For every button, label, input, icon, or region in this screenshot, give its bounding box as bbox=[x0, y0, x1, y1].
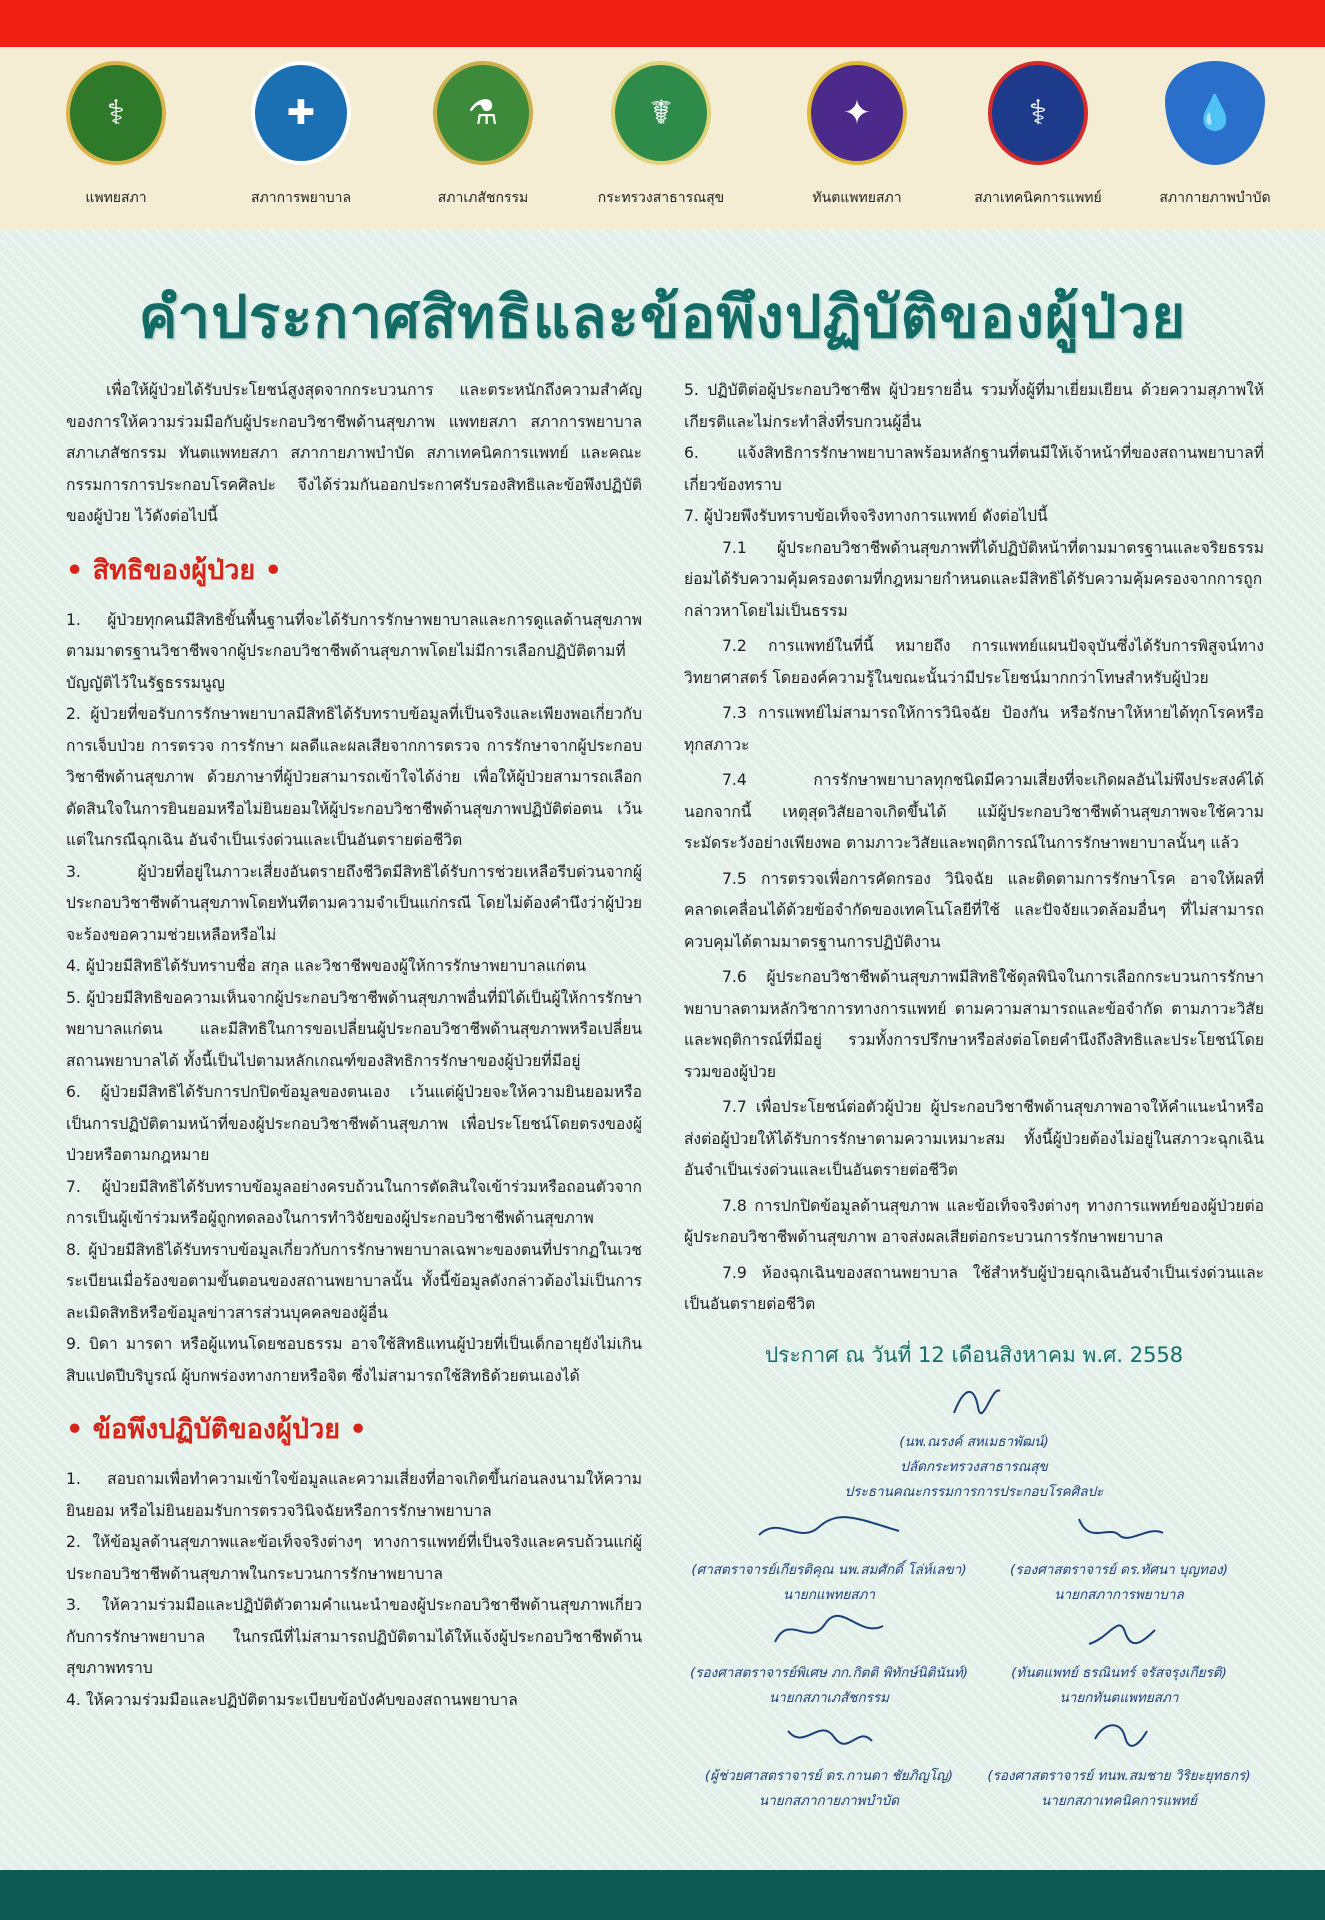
medical-technology-council-emblem-icon: ⚕ bbox=[988, 61, 1088, 165]
left-column bbox=[66, 375, 642, 1716]
logo-medical-council bbox=[41, 61, 191, 209]
signatory-name: (นพ.ณรงค์ สหเมธาพัฒน์) bbox=[899, 1433, 1049, 1450]
list-item: 4. ผู้ป่วยมีสิทธิได้รับทราบชื่อ สกุล และวิชาชีพของผู้ให้การรักษาพยาบาลแก่ตน bbox=[66, 957, 586, 975]
medical-council-emblem-icon: ⚕ bbox=[66, 61, 166, 165]
list-item: 3. ผู้ป่วยที่อยู่ในภาวะเสี่ยงอันตรายถึงชีวิตมีสิทธิได้รับการช่วยเหลือรีบด่วนจากผู้ประกอบวิชาชีพด้านสุขภาพโดยทันทีตามความจำเป็นแก่กรณี โดยไม่ต้องคำนึงว่าผู้ป่วยจะร้องขอความช่วยเหลือหรือไม่ bbox=[66, 862, 642, 944]
logo-caption: สภาเทคนิคการแพทย์ bbox=[974, 190, 1102, 206]
logo-ministry-of-public-health bbox=[586, 61, 736, 209]
list-item: 1. สอบถามเพื่อทำความเข้าใจข้อมูลและความเสี่ยงที่อาจเกิดขึ้นก่อนลงนามให้ความยินยอม หรือไม่ยินยอมรับการตรวจวินิจฉัยหรือการรักษาพยาบาล bbox=[66, 1470, 642, 1520]
logo-dental-council bbox=[782, 61, 932, 209]
signature-icon bbox=[774, 1711, 884, 1755]
list-item: 8. ผู้ป่วยมีสิทธิได้รับทราบข้อมูลเกี่ยวกับการรักษาพยาบาลเฉพาะของตนที่ปรากฏในเวชระเบียนเมื่อร้องขอตามขั้นตอนของสถานพยาบาลนั้น ทั้งนี้ข้อมูลดังกล่าวต้องไม่เป็นการละเมิดสิทธิหรือข้อมูลข่าวสารส่วนบุคคลของผู้อื่น bbox=[66, 1240, 642, 1322]
signatory-role: นายกสภาเทคนิคการแพทย์ bbox=[1041, 1792, 1197, 1809]
rights-heading: • สิทธิของผู้ป่วย • bbox=[66, 554, 282, 586]
signatory-role: นายกสภาการพยาบาล bbox=[1054, 1586, 1184, 1603]
signatory-role: นายกทันตแพทยสภา bbox=[1059, 1689, 1179, 1706]
logo-band bbox=[0, 47, 1325, 230]
dental-council-emblem-icon: ✦ bbox=[807, 61, 907, 165]
logo-nursing-council bbox=[226, 61, 376, 209]
sub-list-item: 7.4 การรักษาพยาบาลทุกชนิดมีความเสี่ยงที่จะเกิดผลอันไม่พึงประสงค์ได้ นอกจากนี้ เหตุสุดวิสัยอาจเกิดขึ้นได้ แม้ผู้ประกอบวิชาชีพด้านสุขภาพจะใช้ความระมัดระวังอย่างเพียงพอ ตามภาวะวิสัยและพฤติการณ์ในการรักษาพยาบาลนั้นๆ แล้ว bbox=[684, 771, 1264, 852]
announcement-date: ประกาศ ณ วันที่ 12 เดือนสิงหาคม พ.ศ. 2558 bbox=[764, 1342, 1184, 1367]
logo-caption: สภากายภาพบำบัด bbox=[1159, 190, 1271, 206]
list-item: 1. ผู้ป่วยทุกคนมีสิทธิขั้นพื้นฐานที่จะได้รับการรักษาพยาบาลและการดูแลด้านสุขภาพตามมาตรฐานวิชาชีพจากผู้ประกอบวิชาชีพด้านสุขภาพโดยไม่มีการเลือกปฏิบัติตามที่บัญญัติไว้ในรัฐธรรมนูญ bbox=[66, 610, 642, 692]
list-item: 2. ผู้ป่วยที่ขอรับการรักษาพยาบาลมีสิทธิได้รับทราบข้อมูลที่เป็นจริงและเพียงพอเกี่ยวกับการเจ็บป่วย การตรวจ การรักษา ผลดีและผลเสียจากการตรวจ การรักษาจากผู้ประกอบวิชาชีพด้านสุขภาพ ด้วยภาษาที่ผู้ป่วยสามารถเข้าใจได้ง่าย เพื่อให้ผู้ป่วยสามารถเลือกตัดสินใจในการยินยอมหรือไม่ยินยอมให้ผู้ประกอบวิชาชีพด้านสุขภาพปฏิบัติต่อตน เว้นแต่ในกรณีฉุกเฉิน อันจำเป็นเร่งด่วนและเป็นอันตรายต่อชีวิต bbox=[66, 705, 642, 849]
page-title: คำประกาศสิทธิและข้อพึงปฏิบัติของผู้ป่วย bbox=[138, 283, 1187, 351]
list-item: 5. ปฏิบัติต่อผู้ประกอบวิชาชีพ ผู้ป่วยรายอื่น รวมทั้งผู้ที่มาเยี่ยมเยียน ด้วยความสุภาพให้เกียรติและไม่กระทำสิ่งที่รบกวนผู้อื่น bbox=[684, 381, 1264, 431]
signatory-role: ปลัดกระทรวงสาธารณสุข bbox=[900, 1458, 1048, 1475]
sub-list-item: 7.2 การแพทย์ในที่นี้ หมายถึง การแพทย์แผนปัจจุบันซึ่งได้รับการพิสูจน์ทางวิทยาศาสตร์ โดยองค์ความรู้ในขณะนั้นว่ามีประโยชน์มากกว่าโทษสำหรับผู้ป่วย bbox=[684, 637, 1264, 687]
signature-icon bbox=[1059, 1505, 1179, 1549]
signatory-row bbox=[684, 1608, 1264, 1711]
signatory-name: (รองศาสตราจารย์พิเศษ ภก.กิตติ พิทักษ์นิตินันท์) bbox=[690, 1664, 968, 1681]
list-item: 6. แจ้งสิทธิการรักษาพยาบาลพร้อมหลักฐานที่ตนมีให้เจ้าหน้าที่ของสถานพยาบาลที่เกี่ยวข้องทราบ bbox=[684, 444, 1264, 494]
logo-caption: แพทยสภา bbox=[85, 190, 147, 206]
ministry-of-public-health-emblem-icon: ☤ bbox=[611, 61, 711, 165]
signatory bbox=[974, 1505, 1264, 1608]
logo-caption: สภาเภสัชกรรม bbox=[437, 190, 529, 206]
signatory-name: (ศาสตราจารย์เกียรติคุณ นพ.สมศักดิ์ โล่ห์เลขา) bbox=[691, 1561, 967, 1578]
signatory-row bbox=[684, 1505, 1264, 1608]
sub-list-item: 7.5 การตรวจเพื่อการคัดกรอง วินิจฉัย และติดตามการรักษาโรค อาจให้ผลที่คลาดเคลื่อนได้ด้วยข้อจำกัดของเทคโนโลยีที่ใช้ และปัจจัยแวดล้อมอื่นๆ ที่ไม่สามารถควบคุมได้ตามมาตรฐานการปฏิบัติงาน bbox=[684, 869, 1264, 951]
signatory-top bbox=[684, 1377, 1264, 1505]
bottom-teal-bar bbox=[0, 1870, 1325, 1920]
signature-icon bbox=[1079, 1711, 1159, 1755]
list-item: 3. ให้ความร่วมมือและปฏิบัติตัวตามคำแนะนำของผู้ประกอบวิชาชีพด้านสุขภาพเกี่ยวกับการรักษาพยาบาล ในกรณีที่ไม่สามารถปฏิบัติตามได้ให้แจ้งผู้ประกอบวิชาชีพด้านสุขภาพทราบ bbox=[66, 1596, 642, 1677]
duties-heading: • ข้อพึงปฏิบัติของผู้ป่วย • bbox=[66, 1414, 367, 1445]
signatory-row bbox=[684, 1711, 1264, 1814]
signatory-role: ประธานคณะกรรมการการประกอบโรคศิลปะ bbox=[844, 1483, 1104, 1500]
logo-medical-technology-council bbox=[963, 61, 1113, 209]
signature-icon bbox=[1069, 1608, 1169, 1652]
signatory-role: นายกแพทยสภา bbox=[782, 1586, 876, 1603]
list-item: 9. บิดา มารดา หรือผู้แทนโดยชอบธรรม อาจใช้สิทธิแทนผู้ป่วยที่เป็นเด็กอายุยังไม่เกินสิบแปดปีบริบูรณ์ ผู้บกพร่องทางกายหรือจิต ซึ่งไม่สามารถใช้สิทธิด้วยตนเองได้ bbox=[66, 1335, 642, 1385]
intro-paragraph: เพื่อให้ผู้ป่วยได้รับประโยชน์สูงสุดจากกระบวนการ และตระหนักถึงความสำคัญของการให้ความร่วมมือกับผู้ประกอบวิชาชีพด้านสุขภาพ แพทยสภา สภาการพยาบาล สภาเภสัชกรรม ทันตแพทยสภา สภากายภาพบำบัด สภาเทคนิคการแพทย์ และคณะกรรมการการประกอบโรคศิลปะ จึงได้ร่วมกันออกประกาศรับรองสิทธิและข้อพึงปฏิบัติของผู้ป่วย ไว้ดังต่อไปนี้ bbox=[66, 381, 642, 525]
sub-list-item: 7.9 ห้องฉุกเฉินของสถานพยาบาล ใช้สำหรับผู้ป่วยฉุกเฉินอันจำเป็นเร่งด่วนและเป็นอันตรายต่อชีวิต bbox=[684, 1263, 1264, 1313]
right-column bbox=[684, 375, 1264, 1814]
signatory bbox=[684, 1711, 974, 1814]
logo-caption: กระทรวงสาธารณสุข bbox=[597, 190, 725, 206]
top-red-bar bbox=[0, 0, 1325, 47]
signatory bbox=[974, 1608, 1264, 1711]
sub-list-item: 7.8 การปกปิดข้อมูลด้านสุขภาพ และข้อเท็จจริงต่างๆ ทางการแพทย์ของผู้ป่วยต่อผู้ประกอบวิชาชีพด้านสุขภาพ อาจส่งผลเสียต่อกระบวนการรักษาพยาบาล bbox=[684, 1196, 1264, 1246]
signatory bbox=[684, 1505, 974, 1608]
signatory-name: (ผู้ช่วยศาสตราจารย์ ดร.กานดา ชัยภิญโญ) bbox=[704, 1767, 954, 1784]
list-item: 5. ผู้ป่วยมีสิทธิขอความเห็นจากผู้ประกอบวิชาชีพด้านสุขภาพอื่นที่มิได้เป็นผู้ให้การรักษาพยาบาลแก่ตน และมีสิทธิในการขอเปลี่ยนผู้ประกอบวิชาชีพด้านสุขภาพหรือเปลี่ยนสถานพยาบาลได้ ทั้งนี้เป็นไปตามหลักเกณฑ์ของสิทธิการรักษาของผู้ป่วยที่มีอยู่ bbox=[66, 988, 642, 1070]
signature-icon bbox=[934, 1377, 1014, 1421]
list-item: 2. ให้ข้อมูลด้านสุขภาพและข้อเท็จจริงต่างๆ ทางการแพทย์ที่เป็นจริงและครบถ้วนแก่ผู้ประกอบวิชาชีพด้านสุขภาพในกระบวนการรักษาพยาบาล bbox=[66, 1533, 642, 1583]
signatory-role: นายกสภาเภสัชกรรม bbox=[768, 1689, 890, 1706]
list-item: 7. ผู้ป่วยมีสิทธิได้รับทราบข้อมูลอย่างครบถ้วนในการตัดสินใจเข้าร่วมหรือถอนตัวจากการเป็นผู้เข้าร่วมหรือผู้ถูกทดลองในการทำวิจัยของผู้ประกอบวิชาชีพด้านสุขภาพ bbox=[66, 1177, 642, 1227]
sub-list-item: 7.1 ผู้ประกอบวิชาชีพด้านสุขภาพที่ได้ปฏิบัติหน้าที่ตามมาตรฐานและจริยธรรม ย่อมได้รับความคุ้มครองตามที่กฎหมายกำหนดและมีสิทธิได้รับความคุ้มครองจากการถูกกล่าวหาโดยไม่เป็นธรรม bbox=[684, 538, 1264, 620]
list-item: 4. ให้ความร่วมมือและปฏิบัติตามระเบียบข้อบังคับของสถานพยาบาล bbox=[66, 1690, 518, 1709]
signatory-name: (ทันตแพทย์ ธรณินทร์ จรัสจรุงเกียรติ) bbox=[1011, 1664, 1227, 1681]
physical-therapy-council-emblem-icon: 💧 bbox=[1165, 61, 1265, 165]
signatory-name: (รองศาสตราจารย์ ดร.ทัศนา บุญทอง) bbox=[1010, 1561, 1228, 1578]
signatory bbox=[684, 1608, 974, 1711]
sub-list-item: 7.3 การแพทย์ไม่สามารถให้การวินิจฉัย ป้องกัน หรือรักษาให้หายได้ทุกโรคหรือทุกสภาวะ bbox=[684, 704, 1264, 754]
nursing-council-emblem-icon: ✚ bbox=[251, 61, 351, 165]
signature-icon bbox=[759, 1608, 899, 1652]
signature-icon bbox=[739, 1505, 919, 1549]
logo-physical-therapy-council bbox=[1140, 61, 1290, 209]
sub-list-item: 7.6 ผู้ประกอบวิชาชีพด้านสุขภาพมีสิทธิใช้ดุลพินิจในการเลือกกระบวนการรักษาพยาบาลตามหลักวิชาการทางการแพทย์ ตามความสามารถและข้อจำกัด ตามภาวะวิสัยและพฤติการณ์ที่มีอยู่ รวมทั้งการปรึกษาหรือส่งต่อโดยคำนึงถึงสิทธิและประโยชน์โดยรวมของผู้ป่วย bbox=[684, 968, 1264, 1081]
list-item: 6. ผู้ป่วยมีสิทธิได้รับการปกปิดข้อมูลของตนเอง เว้นแต่ผู้ป่วยจะให้ความยินยอมหรือเป็นการปฏิบัติตามหน้าที่ของผู้ประกอบวิชาชีพด้านสุขภาพ เพื่อประโยชน์โดยตรงของผู้ป่วยหรือตามกฎหมาย bbox=[66, 1083, 642, 1164]
logo-caption: ทันตแพทยสภา bbox=[812, 190, 902, 206]
logo-caption: สภาการพยาบาล bbox=[250, 190, 352, 206]
signatory-name: (รองศาสตราจารย์ ทนพ.สมชาย วิริยะยุทธกร) bbox=[987, 1767, 1251, 1784]
sub-list-item: 7.7 เพื่อประโยชน์ต่อตัวผู้ป่วย ผู้ประกอบวิชาชีพด้านสุขภาพอาจให้คำแนะนำหรือส่งต่อผู้ป่วยให้ได้รับการรักษาตามความเหมาะสม ทั้งนี้ผู้ป่วยต้องไม่อยู่ในสภาวะฉุกเฉินอันจำเป็นเร่งด่วนและเป็นอันตรายต่อชีวิต bbox=[684, 1098, 1264, 1179]
signatory bbox=[974, 1711, 1264, 1814]
pharmacy-council-emblem-icon: ⚗ bbox=[433, 61, 533, 165]
list-item: 7. ผู้ป่วยพึงรับทราบข้อเท็จจริงทางการแพทย์ ดังต่อไปนี้ bbox=[684, 507, 1048, 525]
logo-pharmacy-council bbox=[408, 61, 558, 209]
signatory-role: นายกสภากายภาพบำบัด bbox=[758, 1792, 900, 1809]
